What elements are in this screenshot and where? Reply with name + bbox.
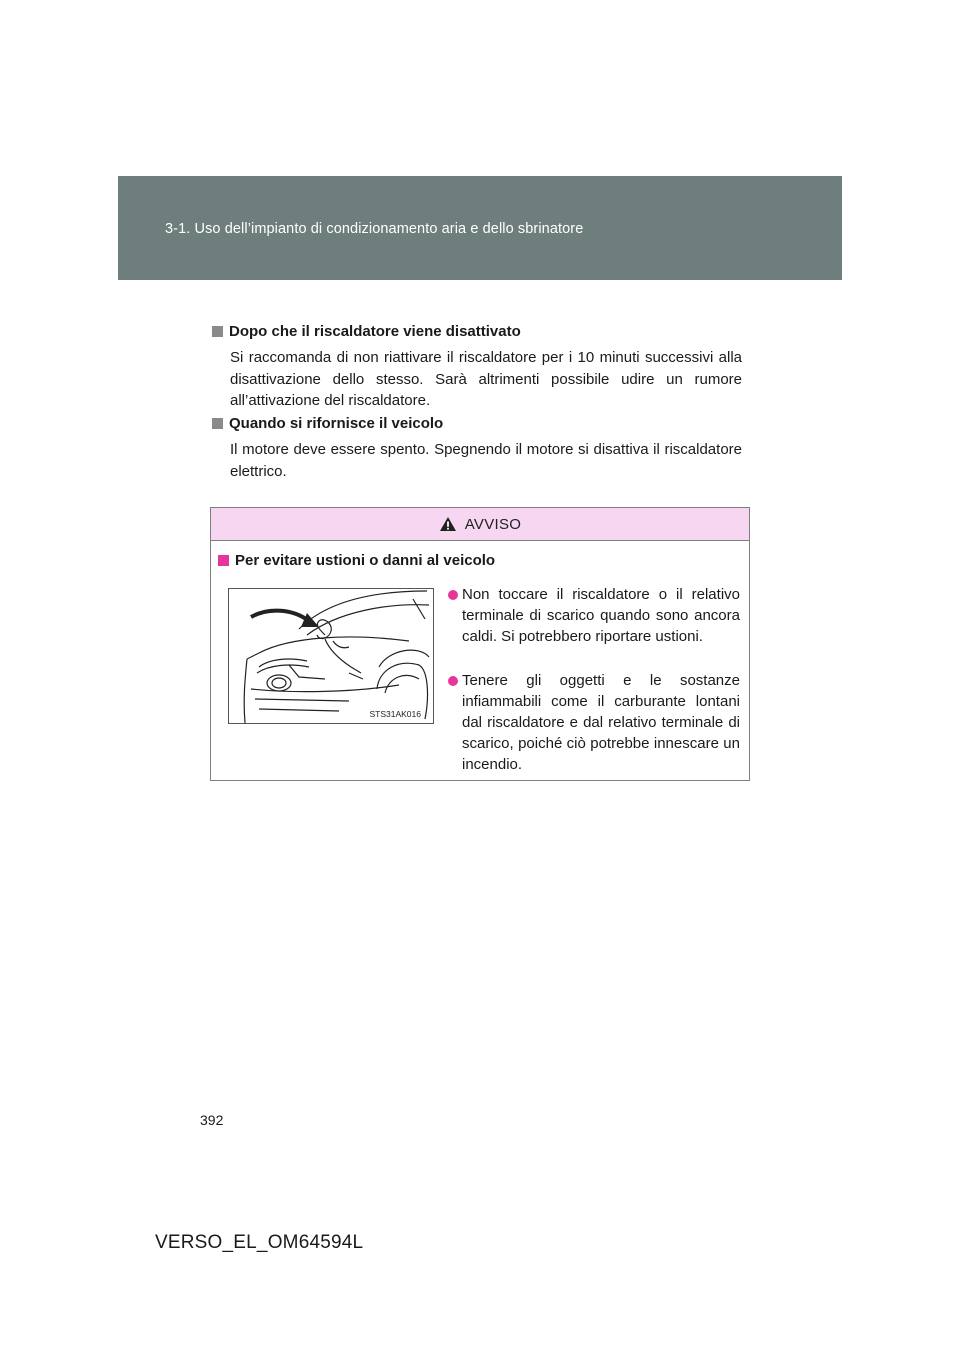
chapter-title: 3-1. Uso dell’impianto di condizionamento aria e dello sbrinatore <box>165 221 584 237</box>
section-heading-1 <box>212 323 521 340</box>
warning-title: AVVISO <box>464 515 522 533</box>
section-heading-1-text: Dopo che il riscaldatore viene disattivato <box>229 323 521 340</box>
warning-bullet-2 <box>448 670 740 775</box>
car-heater-illustration <box>229 589 433 723</box>
warning-subheading <box>218 552 495 569</box>
warning-triangle-icon <box>439 516 457 532</box>
bullet-dot-icon <box>448 676 458 686</box>
heater-illustration <box>228 588 434 724</box>
square-bullet-icon <box>212 326 223 337</box>
document-code: VERSO_EL_OM64594L <box>155 1232 364 1253</box>
warning-bullet-1 <box>448 584 740 647</box>
section-heading-2 <box>212 415 443 432</box>
warning-header <box>211 508 749 541</box>
bullet-dot-icon <box>448 590 458 600</box>
page-number: 392 <box>200 1112 224 1128</box>
section-paragraph-1: Si raccomanda di non riattivare il riscaldatore per i 10 minuti successivi alla disattivazione dello stesso. Sarà altrimenti possibile udire un rumore all’attivazione del riscaldatore. <box>230 349 742 409</box>
section-heading-2-text: Quando si rifornisce il veicolo <box>229 415 444 432</box>
chapter-header-bar <box>118 176 842 280</box>
figure-code: STS31AK016 <box>369 709 421 719</box>
square-bullet-icon <box>218 555 229 566</box>
warning-box <box>210 507 750 781</box>
warning-subheading-text: Per evitare ustioni o danni al veicolo <box>235 552 496 569</box>
warning-bullet-1-text: Non toccare il riscaldatore o il relativo terminale di scarico quando sono ancora caldi. Si potrebbero riportare ustioni. <box>462 586 740 645</box>
section-paragraph-2: Il motore deve essere spento. Spegnendo il motore si disattiva il riscaldatore elettrico. <box>230 441 742 480</box>
warning-bullet-2-text: Tenere gli oggetti e le sostanze infiammabili come il carburante lontani dal riscaldatore e dal relativo terminale di scarico, poiché ciò potrebbe innescare un incendio. <box>462 672 740 773</box>
square-bullet-icon <box>212 418 223 429</box>
